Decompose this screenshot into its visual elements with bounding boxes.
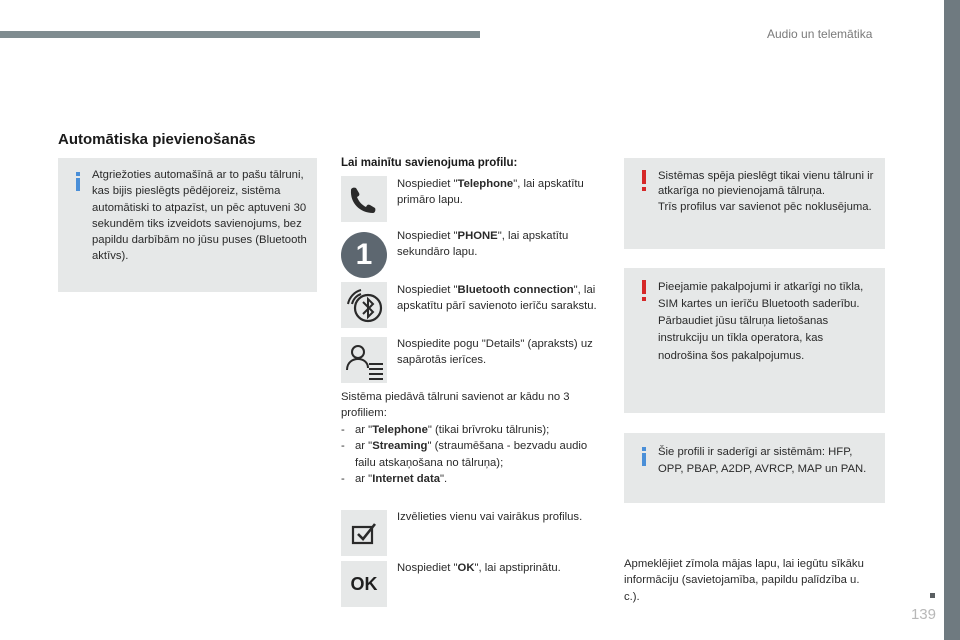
- step-select-profiles: Izvēlieties vienu vai vairākus profilus.: [397, 511, 583, 523]
- page-marker: [930, 593, 935, 598]
- bluetooth-icon: [341, 282, 387, 328]
- step-bluetooth-connection: Nospiediet "Bluetooth connection", lai apskatītu pārī savienoto ierīču sarakstu.: [397, 284, 597, 313]
- step-ok: Nospiediet "OK", lai apstiprinātu.: [397, 562, 561, 574]
- telephone-icon: [341, 176, 387, 222]
- profile-item-internet-data: - ar "Internet data".: [341, 472, 448, 485]
- section-title: Automātiska pievienošanās: [58, 131, 256, 148]
- header-bar: [0, 31, 480, 38]
- warning-icon: [638, 170, 650, 192]
- profiles-intro: Sistēma piedāvā tālruni savienot ar kādu no 3 profiliem:: [341, 391, 570, 420]
- ok-icon: [341, 561, 387, 607]
- page-edge-strip: [944, 0, 960, 640]
- page-number: 139: [910, 606, 936, 623]
- step-number-badge: 1: [341, 232, 387, 278]
- auto-connect-text: Atgriežoties automašīnā ar to pašu tālruni, kas bijis pieslēgts pēdējoreiz, sistēma automātiski to atpazīst, un pēc aptuveni 30 sekundēm tiks izveidots savienojums, bez papildu darbībām no jūsu puses (Bluetooth aktīvs).: [92, 169, 307, 263]
- profiles-compat-text: Šie profili ir saderīgi ar sistēmām: HFP, OPP, PBAP, A2DP, AVRCP, MAP un PAN.: [658, 446, 867, 476]
- footer-note: Apmeklējiet zīmola mājas lapu, lai iegūtu sīkāku informāciju (savietojamība, papildu palīdzība u. c.).: [624, 558, 864, 603]
- profile-change-title: Lai mainītu savienojuma profilu:: [341, 157, 518, 169]
- step-details: Nospiedite pogu "Details" (apraksts) uz sapārotās ierīces.: [397, 338, 593, 367]
- step-phone: Nospiediet "PHONE", lai apskatītu sekundāro lapu.: [397, 230, 569, 259]
- checkbox-icon: [341, 510, 387, 556]
- warning-services-text: Pieejamie pakalpojumi ir atkarīgi no tīkla, SIM kartes un ierīču Bluetooth saderību. Pārbaudiet jūsu tālruņa lietošanas instrukciju un tīkla operatora, kas nodrošina šos pakalpojumus.: [658, 281, 864, 362]
- profile-item-telephone: - ar "Telephone" (tikai brīvroku tālrunis);: [341, 423, 550, 436]
- info-box-profiles: [624, 433, 885, 503]
- warning-box-one-phone: [624, 158, 885, 249]
- info-icon: [72, 172, 84, 192]
- profile-item-streaming: - ar "Streaming" (straumēšana - bezvadu audio failu atskaņošana no tālruņa);: [341, 440, 588, 469]
- warning-icon: [638, 280, 650, 302]
- step-telephone: Nospiediet "Telephone", lai apskatītu primāro lapu.: [397, 178, 584, 207]
- info-icon: [638, 447, 650, 467]
- details-icon: [341, 337, 387, 383]
- auto-connect-info-box: [58, 158, 317, 292]
- ok-icon-label: OK: [350, 574, 378, 594]
- profiles-description: [341, 389, 611, 487]
- header-title: Audio un telemātika: [767, 27, 873, 41]
- warning-one-phone-text: Sistēmas spēja pieslēgt tikai vienu tālruni ir atkarīga no pievienojamā tālruņa. Trīs profilus var savienot pēc noklusējuma.: [658, 170, 874, 213]
- warning-box-services: [624, 268, 885, 413]
